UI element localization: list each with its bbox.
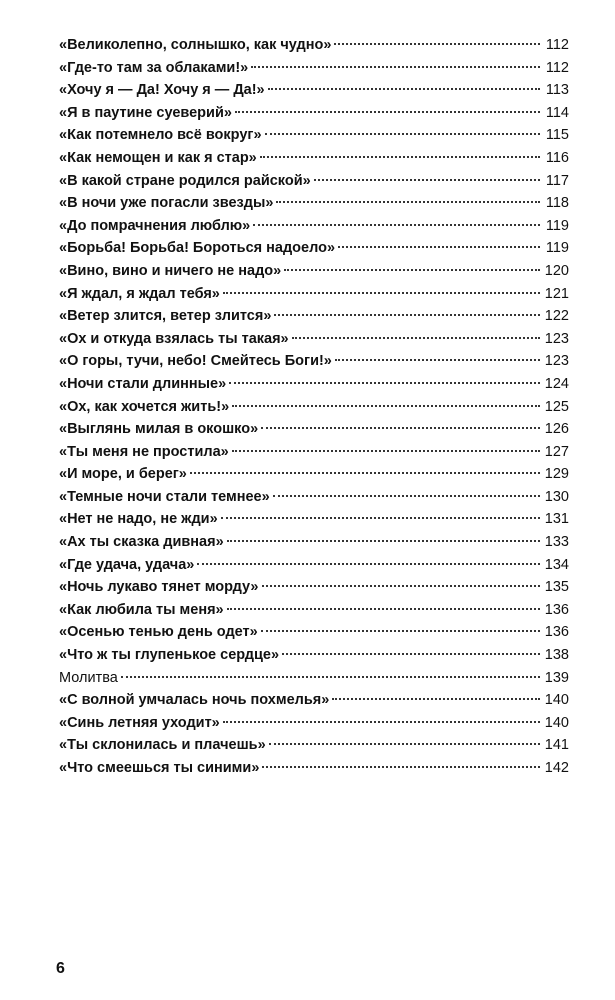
toc-page: 139 xyxy=(544,669,569,686)
dot-leader xyxy=(251,66,540,68)
toc-entry xyxy=(59,79,569,102)
dot-leader xyxy=(253,224,540,226)
toc-title: «Синь летняя уходит» xyxy=(59,714,220,731)
dot-leader xyxy=(335,359,540,361)
toc-page: 112 xyxy=(545,59,569,76)
toc-title: «Я в паутине суеверий» xyxy=(59,104,232,121)
toc-entry xyxy=(59,757,569,780)
toc-page: 130 xyxy=(544,488,569,505)
toc-page: 113 xyxy=(545,82,569,99)
page-number: 6 xyxy=(56,960,65,977)
toc-page: 123 xyxy=(544,353,569,370)
dot-leader xyxy=(284,269,540,271)
toc-entry xyxy=(59,34,569,57)
toc-entry xyxy=(59,644,569,667)
toc-entry xyxy=(59,734,569,757)
toc-title: «Ты меня не простила» xyxy=(59,443,229,460)
toc-page: 118 xyxy=(545,195,569,212)
dot-leader xyxy=(229,382,540,384)
toc-title: «Ветер злится, ветер злится» xyxy=(59,308,272,325)
toc-entry xyxy=(59,373,569,396)
toc-page: 119 xyxy=(545,217,569,234)
dot-leader xyxy=(314,179,540,181)
toc-page: 133 xyxy=(544,534,569,551)
dot-leader xyxy=(227,608,540,610)
toc-page: 126 xyxy=(544,421,569,438)
dot-leader xyxy=(338,246,540,248)
dot-leader xyxy=(232,405,540,407)
toc-entry xyxy=(59,689,569,712)
toc-page: 141 xyxy=(544,737,569,754)
toc-entry xyxy=(59,531,569,554)
toc-entry xyxy=(59,418,569,441)
toc-entry xyxy=(59,463,569,486)
toc-entry xyxy=(59,712,569,735)
toc-title: «Осенью тенью день одет» xyxy=(59,624,258,641)
dot-leader xyxy=(268,88,540,90)
dot-leader xyxy=(273,495,540,497)
toc-title: «Ах ты сказка дивная» xyxy=(59,534,224,551)
dot-leader xyxy=(223,721,540,723)
dot-leader xyxy=(262,766,540,768)
toc-page: 135 xyxy=(544,579,569,596)
toc-page: 127 xyxy=(544,443,569,460)
dot-leader xyxy=(261,630,540,632)
dot-leader xyxy=(274,314,540,316)
toc-page: 122 xyxy=(544,308,569,325)
toc-page: 117 xyxy=(545,172,569,189)
toc-entry xyxy=(59,576,569,599)
dot-leader xyxy=(227,540,540,542)
toc-title: «С волной умчалась ночь похмелья» xyxy=(59,692,330,709)
toc-page: 125 xyxy=(544,398,569,415)
toc-title: «Ох, как хочется жить!» xyxy=(59,398,230,415)
toc-title: «Как потемнело всё вокруг» xyxy=(59,127,262,144)
toc-title: «Как любила ты меня» xyxy=(59,601,224,618)
toc-page: 121 xyxy=(544,285,569,302)
dot-leader xyxy=(221,517,540,519)
table-of-contents xyxy=(59,34,569,780)
toc-page: 116 xyxy=(545,149,569,166)
dot-leader xyxy=(190,472,540,474)
toc-entry xyxy=(59,508,569,531)
toc-page: 123 xyxy=(544,330,569,347)
toc-page: 140 xyxy=(544,714,569,731)
toc-title: «Как немощен и как я стар» xyxy=(59,149,257,166)
toc-entry xyxy=(59,170,569,193)
toc-entry xyxy=(59,486,569,509)
toc-entry xyxy=(59,667,569,690)
toc-entry xyxy=(59,215,569,238)
toc-title: «В ночи уже погасли звезды» xyxy=(59,195,274,212)
toc-title: «Нет не надо, не жди» xyxy=(59,511,218,528)
toc-page: 120 xyxy=(544,262,569,279)
dot-leader xyxy=(197,563,540,565)
toc-title: «Борьба! Борьба! Бороться надоело» xyxy=(59,240,336,257)
toc-title: «Я ждал, я ждал тебя» xyxy=(59,285,220,302)
toc-title: «Вино, вино и ничего не надо» xyxy=(59,262,282,279)
toc-page: 138 xyxy=(544,647,569,664)
toc-entry xyxy=(59,328,569,351)
toc-page: 136 xyxy=(544,601,569,618)
dot-leader xyxy=(262,585,541,587)
dot-leader xyxy=(282,653,540,655)
dot-leader xyxy=(292,337,540,339)
dot-leader xyxy=(276,201,540,203)
toc-entry xyxy=(59,192,569,215)
dot-leader xyxy=(235,111,540,113)
toc-entry xyxy=(59,147,569,170)
toc-entry xyxy=(59,396,569,419)
toc-title: «Что смеешься ты синими» xyxy=(59,760,260,776)
toc-page: 115 xyxy=(545,127,569,144)
toc-title: «Великолепно, солнышко, как чудно» xyxy=(59,37,332,53)
dot-leader xyxy=(269,743,540,745)
toc-title: «Ох и откуда взялась ты такая» xyxy=(59,330,289,347)
toc-title: «Выглянь милая в окошко» xyxy=(59,421,259,438)
toc-title: «В какой стране родился райской» xyxy=(59,172,311,189)
toc-entry xyxy=(59,260,569,283)
dot-leader xyxy=(223,292,540,294)
toc-title: «Ночь лукаво тянет морду» xyxy=(59,579,259,596)
toc-title: «И море, и берег» xyxy=(59,466,187,483)
dot-leader xyxy=(261,427,540,429)
dot-leader xyxy=(232,450,540,452)
toc-entry xyxy=(59,237,569,260)
dot-leader xyxy=(265,133,540,135)
toc-entry xyxy=(59,124,569,147)
toc-title: «Темные ночи стали темнее» xyxy=(59,488,270,505)
toc-entry xyxy=(59,621,569,644)
toc-title: «Что ж ты глупенькое сердце» xyxy=(59,647,280,664)
toc-entry xyxy=(59,441,569,464)
dot-leader xyxy=(334,43,540,45)
toc-page: 131 xyxy=(544,511,569,528)
toc-page: 142 xyxy=(544,760,569,776)
toc-page: 129 xyxy=(544,466,569,483)
toc-entry xyxy=(59,554,569,577)
toc-entry xyxy=(59,305,569,328)
toc-title: «Где удача, удача» xyxy=(59,556,195,573)
toc-entry xyxy=(59,102,569,125)
dot-leader xyxy=(260,156,540,158)
dot-leader xyxy=(332,698,540,700)
toc-entry xyxy=(59,599,569,622)
toc-page: 140 xyxy=(544,692,569,709)
toc-page: 114 xyxy=(545,104,569,121)
toc-page: 134 xyxy=(544,556,569,573)
toc-title: Молитва xyxy=(59,669,118,686)
toc-page: 136 xyxy=(544,624,569,641)
toc-title: «Ночи стали длинные» xyxy=(59,375,227,392)
toc-page: 119 xyxy=(545,240,569,257)
toc-page: 112 xyxy=(545,37,569,53)
toc-entry xyxy=(59,57,569,80)
toc-title: «Где-то там за облаками!» xyxy=(59,59,249,76)
toc-title: «Ты склонилась и плачешь» xyxy=(59,737,266,754)
toc-entry xyxy=(59,283,569,306)
toc-title: «До помрачнения люблю» xyxy=(59,217,251,234)
toc-title: «Хочу я — Да! Хочу я — Да!» xyxy=(59,82,265,99)
toc-page: 124 xyxy=(544,375,569,392)
toc-entry xyxy=(59,350,569,373)
dot-leader xyxy=(121,676,540,678)
toc-title: «О горы, тучи, небо! Смейтесь Боги!» xyxy=(59,353,332,370)
